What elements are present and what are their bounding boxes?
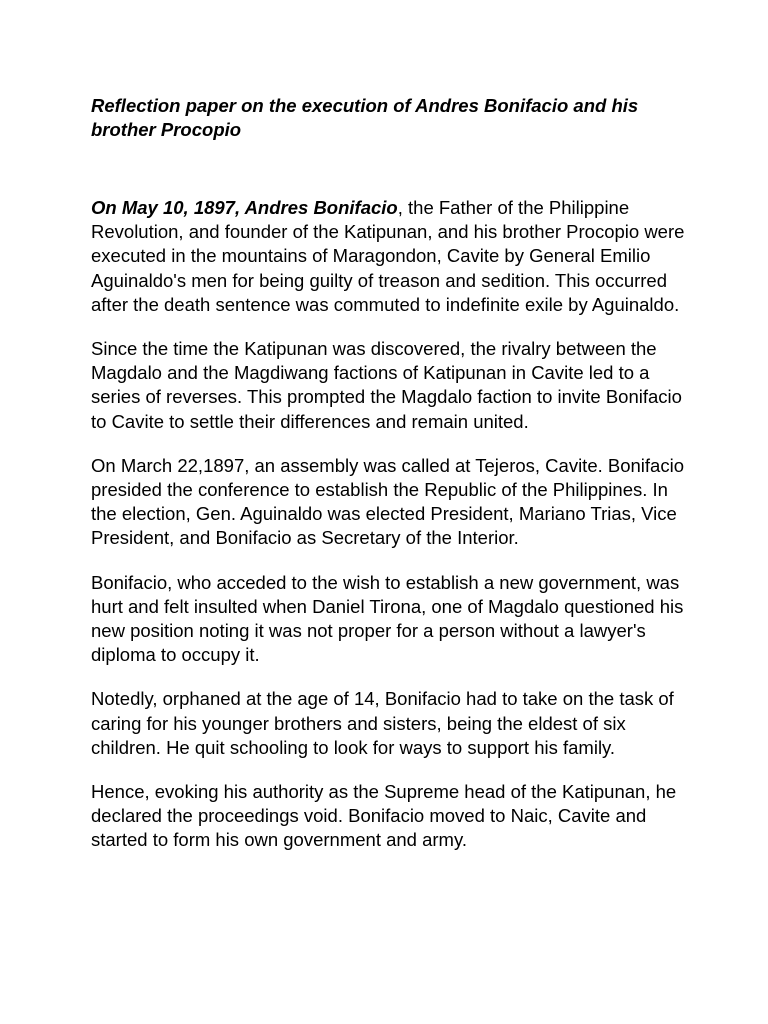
paragraph-text: Since the time the Katipunan was discovered, the rivalry between the Magdalo and the Magdiwang factions of Katipunan in Cavite led to a series of reverses. This prompted the Magdalo faction to invite Bonifacio to Cavite to settle their differences and remain united. (91, 338, 682, 432)
paragraph-1 (91, 196, 691, 317)
paragraph-text: Bonifacio, who acceded to the wish to establish a new government, was hurt and felt insulted when Daniel Tirona, one of Magdalo questioned his new position noting it was not proper for a person without a lawyer's diploma to occupy it. (91, 571, 684, 666)
paragraph-2 (91, 337, 691, 434)
paragraph-text: Notedly, orphaned at the age of 14, Bonifacio had to take on the task of caring for his younger brothers and sisters, being the eldest of six children. He quit schooling to look for ways to support his family. (91, 688, 674, 758)
paragraph-3 (91, 454, 691, 551)
paragraph-text: Hence, evoking his authority as the Supreme head of the Katipunan, he declared the proceedings void. Bonifacio moved to Naic, Cavite and started to form his own government and army. (91, 781, 677, 851)
paragraph-text: , the Father of the Philippine Revolution, and founder of the Katipunan, and his brother Procopio were executed in the mountains of Maragondon, Cavite by General Emilio Aguinaldo's men for being guilty of treason and sedition. This occurred after the death sentence was commuted to indefinite exile by Aguinaldo. (91, 197, 685, 315)
paragraph-4 (91, 571, 691, 668)
paragraph-lead: On May 10, 1897, Andres Bonifacio (91, 197, 398, 218)
paragraph-5 (91, 687, 691, 760)
paragraph-text: On March 22,1897, an assembly was called at Tejeros, Cavite. Bonifacio presided the conference to establish the Republic of the Philippines. In the election, Gen. Aguinaldo was elected President, Mariano Trias, Vice President, and Bonifacio as Secretary of the Interior. (91, 454, 684, 549)
document-content (91, 94, 691, 873)
paragraph-6 (91, 780, 691, 853)
document-title: Reflection paper on the execution of Andres Bonifacio and his brother Procopio (91, 95, 639, 140)
